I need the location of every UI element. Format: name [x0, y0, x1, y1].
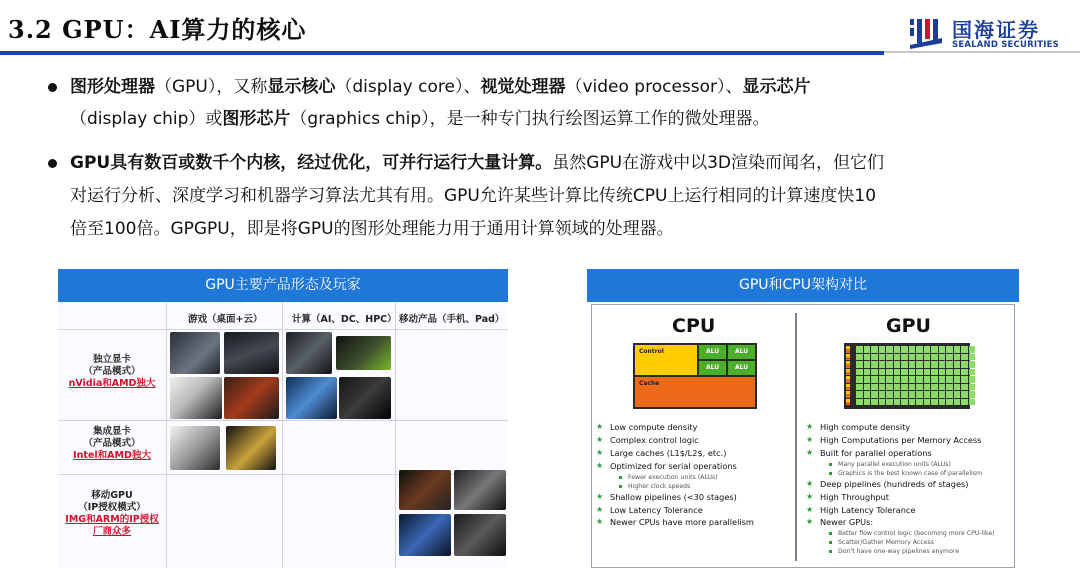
product-image-amd-chip: [226, 426, 276, 470]
column-header-mobile: 移动产品（手机、Pad）: [399, 314, 505, 325]
star-bullet-icon: ★: [596, 434, 604, 444]
gpu-alu-cell: [969, 391, 976, 398]
gpu-alu-cell: [864, 391, 871, 398]
term-video-processor: 视觉处理器: [480, 77, 566, 97]
gpu-alu-cell: [886, 369, 893, 376]
gpu-alu-cell: [961, 354, 968, 361]
product-image-ai-chip: [286, 377, 337, 419]
feature-subtext: Higher clock speeds: [628, 482, 691, 490]
gpu-alu-cell: [864, 376, 871, 383]
table-divider: [166, 302, 167, 568]
gpu-alu-cell: [856, 354, 863, 361]
star-bullet-icon: ★: [806, 434, 814, 444]
gpu-alu-cell: [879, 399, 886, 406]
cpu-alu-label: ALU: [735, 364, 749, 371]
feature-subitem: [804, 538, 995, 547]
feature-subtext: Graphics is the best known case of parallelism: [838, 469, 983, 477]
gpu-cpu-comparison: [591, 304, 1015, 568]
row-label-players: IMG和ARM的IP授权: [65, 514, 159, 525]
cpu-control-block: [635, 345, 697, 375]
gpu-alu-cell: [871, 361, 878, 368]
gpu-alu-cell: [886, 376, 893, 383]
gpu-alu-cell: [894, 384, 901, 391]
gpu-alu-cell: [954, 384, 961, 391]
gpu-alu-cell: [969, 399, 976, 406]
gpu-alu-cell: [939, 369, 946, 376]
gpu-alu-cell: [931, 361, 938, 368]
gpu-alu-cell: [924, 399, 931, 406]
square-bullet-icon: [829, 541, 832, 544]
feature-text: High Latency Tolerance: [820, 504, 916, 515]
gpu-alu-cell: [969, 384, 976, 391]
product-image-graphics-card: [224, 377, 279, 419]
sealand-logo-icon: [908, 16, 946, 50]
gpu-alu-cell: [931, 369, 938, 376]
gpu-alu-cell: [879, 376, 886, 383]
cpu-alu-block: [699, 345, 726, 359]
gpu-alu-cell: [969, 354, 976, 361]
gpu-alu-cell: [909, 391, 916, 398]
feature-text: Optimized for serial operations: [610, 460, 737, 471]
cpu-alu-label: ALU: [706, 348, 720, 355]
gpu-alu-cell: [879, 391, 886, 398]
table-divider: [282, 302, 283, 568]
gpu-alu-cell: [916, 399, 923, 406]
feature-subtext: Many parallel execution units (ALUs): [838, 460, 951, 468]
feature-text: Shallow pipelines (<30 stages): [610, 491, 737, 502]
gpu-alu-cell: [856, 384, 863, 391]
gpu-alu-cell: [901, 346, 908, 353]
gpu-alu-cell: [969, 346, 976, 353]
cpu-cache-label: Cache: [639, 380, 660, 387]
gpu-alu-cell: [961, 346, 968, 353]
gpu-cache-cell: [846, 379, 850, 382]
square-bullet-icon: [829, 532, 832, 535]
gpu-alu-cell: [931, 391, 938, 398]
row-label-players-2: 厂商众多: [92, 526, 131, 537]
bullet-dot: [48, 83, 57, 92]
gpu-alu-cell: [886, 346, 893, 353]
feature-subitem: [804, 460, 995, 469]
term-display-chip: 显示芯片: [742, 77, 811, 97]
gpu-alu-cell: [924, 391, 931, 398]
gpu-alu-cell: [864, 361, 871, 368]
panel-title-gpu-products: GPU主要产品形态及玩家: [58, 269, 508, 302]
bullet-gpu-parallel: [48, 147, 1048, 245]
gpu-alu-cell: [931, 384, 938, 391]
gpu-alu-cell: [871, 376, 878, 383]
gpu-alu-cell: [946, 361, 953, 368]
gpu-alu-cell: [871, 391, 878, 398]
gpu-alu-cell: [939, 399, 946, 406]
product-image-gpu-chip: [170, 332, 220, 374]
header-rule: [0, 51, 884, 55]
gpu-alu-cell: [879, 354, 886, 361]
feature-text: Built for parallel operations: [820, 447, 932, 458]
gpu-alu-cell: [946, 376, 953, 383]
product-image-mobile-soc: [399, 470, 451, 510]
gpu-alu-cell: [864, 354, 871, 361]
row-label-mode: （产品模式）: [83, 438, 141, 449]
row-label-mode: （IP授权模式）: [78, 502, 146, 513]
term-graphics-processor: 图形处理器: [70, 77, 155, 97]
gpu-alu-cell: [871, 346, 878, 353]
square-bullet-icon: [829, 550, 832, 553]
gpu-alu-cell: [924, 361, 931, 368]
product-image-mobile-soc: [399, 514, 451, 556]
product-image-mobile-soc: [454, 470, 506, 510]
feature-subitem: [594, 473, 754, 482]
feature-subtext: Scatter/Gather Memory Access: [838, 539, 934, 547]
gpu-cache-cell: [846, 402, 850, 405]
gpu-alu-cell: [916, 354, 923, 361]
text-segment: （display chip）或: [70, 109, 223, 129]
gpu-alu-cell: [961, 399, 968, 406]
text-segment: （graphics chip），是一种专门执行绘图运算工作的微处理器。: [290, 109, 770, 129]
gpu-alu-cell: [946, 354, 953, 361]
gpu-alu-cell: [856, 391, 863, 398]
feature-text: High Throughput: [820, 491, 889, 502]
gpu-alu-cell: [909, 399, 916, 406]
cpu-heading: CPU: [672, 315, 716, 337]
bullet2-line3: 倍至100倍。GPGPU，即是将GPU的图形处理能力用于通用计算领域的处理器。: [70, 219, 674, 239]
gpu-feature-list: [804, 421, 995, 556]
gpu-alu-cell: [924, 376, 931, 383]
bullet1-line2: [70, 103, 770, 135]
row-label-title: 集成显卡: [92, 426, 131, 437]
term-display-core: 显示核心: [267, 77, 336, 97]
gpu-alu-cell: [864, 399, 871, 406]
gpu-alu-cell: [856, 369, 863, 376]
cpu-architecture-diagram: [633, 343, 757, 409]
gpu-alu-cell: [939, 346, 946, 353]
bullet2-line1: [70, 147, 884, 179]
product-image-accelerator-card: [339, 377, 391, 419]
gpu-alu-cell: [961, 391, 968, 398]
logo-text-en: SEALAND SECURITIES: [952, 40, 1059, 50]
feature-item: [804, 478, 995, 491]
gpu-alu-cell: [901, 391, 908, 398]
gpu-cache-cell: [846, 394, 850, 397]
gpu-alu-cell: [894, 391, 901, 398]
feature-text: Deep pipelines (hundreds of stages): [820, 478, 969, 489]
gpu-alu-cell: [954, 354, 961, 361]
gpu-cache-cell: [846, 349, 850, 352]
term-graphics-chip: 图形芯片: [222, 109, 291, 129]
gpu-alu-cell: [961, 369, 968, 376]
gpu-alu-cell: [954, 361, 961, 368]
text-segment: （display core）、: [335, 77, 481, 97]
gpu-alu-cell: [886, 354, 893, 361]
bullet1-line1: [70, 71, 811, 103]
feature-item: [804, 421, 995, 434]
gpu-alu-cell: [886, 399, 893, 406]
feature-text: Low compute density: [610, 422, 698, 432]
table-divider: [58, 420, 508, 421]
gpu-alu-cell: [924, 346, 931, 353]
gpu-alu-cell: [894, 376, 901, 383]
star-bullet-icon: ★: [806, 478, 814, 488]
gpu-alu-cell: [939, 391, 946, 398]
cpu-alu-label: ALU: [706, 364, 720, 371]
bullet2-line2: 对运行分析、深度学习和机器学习算法尤其有用。GPU允许某些计算比传统CPU上运行相同的计算速度快10: [70, 186, 877, 206]
feature-item: [804, 516, 995, 529]
cpu-alu-block: [699, 361, 726, 375]
gpu-alu-cell: [909, 376, 916, 383]
gpu-alu-cell: [856, 361, 863, 368]
star-bullet-icon: ★: [806, 504, 814, 514]
gpu-alu-cell: [954, 369, 961, 376]
gpu-alu-cell: [939, 361, 946, 368]
column-header-gaming: 游戏（桌面+云）: [188, 314, 263, 325]
bullet-gpu-definition: [48, 71, 1048, 137]
table-divider: [395, 302, 396, 568]
feature-item: [804, 491, 995, 504]
gpu-alu-cell: [961, 384, 968, 391]
gpu-alu-cell: [946, 399, 953, 406]
row-label-players: Intel和AMD独大: [73, 450, 151, 461]
gpu-cache-cell: [846, 387, 850, 390]
gpu-alu-cell: [894, 346, 901, 353]
gpu-alu-cell: [931, 376, 938, 383]
row-label-discrete: [58, 354, 166, 390]
gpu-alu-cell: [871, 354, 878, 361]
gpu-alu-cell: [909, 346, 916, 353]
feature-text: Newer GPUs:: [820, 517, 874, 528]
bullet2-bold-lead: GPU具有数百或数千个内核，经过优化，可并行运行大量计算。: [70, 153, 553, 173]
gpu-alu-cell: [969, 376, 976, 383]
gpu-alu-cell: [871, 384, 878, 391]
gpu-alu-cell: [961, 361, 968, 368]
gpu-alu-cell: [924, 354, 931, 361]
gpu-alu-cell: [916, 376, 923, 383]
product-image-gpu-box: [170, 377, 222, 419]
gpu-alu-cell: [894, 399, 901, 406]
gpu-alu-cell: [916, 361, 923, 368]
text-segment: （video processor）、: [565, 77, 743, 97]
gpu-alu-cell: [954, 391, 961, 398]
feature-subtext: Better flow control logic (becoming more CPU-like): [838, 530, 995, 538]
gpu-alu-cell: [894, 361, 901, 368]
gpu-alu-cell: [901, 384, 908, 391]
feature-item: [594, 516, 754, 529]
cpu-feature-list: [594, 421, 754, 529]
gpu-alu-cell: [954, 376, 961, 383]
feature-text: Large caches (L1$/L2$, etc.): [610, 447, 727, 458]
feature-item: [594, 504, 754, 517]
star-bullet-icon: ★: [806, 447, 814, 457]
gpu-alu-cell: [916, 391, 923, 398]
gpu-alu-cell: [871, 399, 878, 406]
gpu-alu-cell: [909, 354, 916, 361]
gpu-alu-cell: [909, 361, 916, 368]
row-label-mode: （产品模式）: [83, 366, 141, 377]
feature-item: [804, 504, 995, 517]
feature-text: Low Latency Tolerance: [610, 504, 703, 515]
gpu-alu-cell: [961, 376, 968, 383]
gpu-alu-cell: [946, 391, 953, 398]
gpu-alu-cell: [894, 354, 901, 361]
feature-subitem: [804, 469, 995, 478]
feature-item: [594, 421, 754, 434]
gpu-alu-cell: [939, 354, 946, 361]
gpu-alu-cell: [916, 384, 923, 391]
star-bullet-icon: ★: [806, 491, 814, 501]
feature-item: [804, 447, 995, 460]
gpu-alu-cell: [886, 391, 893, 398]
gpu-alu-cell: [909, 369, 916, 376]
cpu-alu-block: [728, 361, 755, 375]
gpu-cache-cell: [846, 357, 850, 360]
cpu-alu-block: [728, 345, 755, 359]
star-bullet-icon: ★: [596, 491, 604, 501]
column-header-compute: 计算（AI、DC、HPC）: [292, 314, 397, 325]
gpu-alu-cell: [939, 384, 946, 391]
star-bullet-icon: ★: [596, 460, 604, 470]
gpu-alu-cell: [939, 376, 946, 383]
feature-text: High Computations per Memory Access: [820, 434, 982, 445]
product-image-mobile-soc: [454, 514, 506, 556]
gpu-cache-cell: [846, 372, 850, 375]
gpu-alu-cell: [916, 369, 923, 376]
square-bullet-icon: [619, 476, 622, 479]
row-label-title: 独立显卡: [92, 354, 131, 365]
feature-text: Complex control logic: [610, 434, 699, 445]
star-bullet-icon: ★: [596, 517, 604, 527]
gpu-architecture-diagram: [844, 343, 970, 409]
text-segment: 虽然GPU在游戏中以3D渲染而闻名，但它们: [552, 153, 884, 173]
feature-item: [594, 491, 754, 504]
feature-subtext: Don't have one-way pipelines anymore: [838, 548, 960, 556]
gpu-alu-cell: [909, 384, 916, 391]
gpu-alu-cell: [886, 384, 893, 391]
gpu-alu-cell: [879, 361, 886, 368]
company-logo: [908, 14, 1078, 54]
star-bullet-icon: ★: [596, 422, 604, 431]
gpu-alu-cell: [969, 369, 976, 376]
gpu-alu-cell: [924, 369, 931, 376]
gpu-heading: GPU: [886, 315, 931, 337]
feature-item: [594, 434, 754, 447]
gpu-alu-cell: [901, 376, 908, 383]
gpu-alu-cell: [856, 376, 863, 383]
gpu-alu-cell: [901, 361, 908, 368]
star-bullet-icon: ★: [806, 517, 814, 527]
gpu-alu-cell: [879, 369, 886, 376]
gpu-alu-cell: [856, 346, 863, 353]
row-label-title: 移动GPU: [91, 490, 133, 501]
bullet-dot: [48, 159, 57, 168]
square-bullet-icon: [829, 472, 832, 475]
logo-text-cn: 国海证券: [952, 18, 1040, 42]
feature-subitem: [594, 482, 754, 491]
feature-text: High compute density: [820, 422, 911, 432]
product-image-datacenter-gpu: [286, 332, 332, 374]
product-image-graphics-card: [224, 332, 279, 374]
star-bullet-icon: ★: [596, 447, 604, 457]
page-title: 3.2 GPU：AI算力的核心: [8, 15, 307, 44]
gpu-alu-cell: [864, 346, 871, 353]
product-image-intel-chip: [170, 426, 220, 470]
gpu-alu-cell: [864, 369, 871, 376]
gpu-alu-cell: [931, 399, 938, 406]
text-segment: （GPU），又称: [155, 77, 268, 97]
product-image-accelerator-card: [336, 336, 391, 370]
feature-item: [594, 447, 754, 460]
gpu-products-table: [58, 302, 508, 568]
gpu-alu-cell: [931, 346, 938, 353]
gpu-alu-cell: [886, 361, 893, 368]
gpu-alu-cell: [931, 354, 938, 361]
comparison-divider: [795, 313, 797, 561]
panel-title-gpu-cpu-compare: GPU和CPU架构对比: [587, 269, 1019, 302]
feature-item: [804, 434, 995, 447]
gpu-alu-cell: [954, 399, 961, 406]
feature-text: Newer CPUs have more parallelism: [610, 517, 754, 528]
gpu-alu-cell: [924, 384, 931, 391]
cpu-control-label: Control: [639, 348, 664, 355]
cpu-cache-block: [635, 377, 755, 407]
gpu-alu-cell: [879, 384, 886, 391]
feature-subitem: [804, 529, 995, 538]
feature-item: [594, 460, 754, 473]
gpu-alu-cell: [879, 346, 886, 353]
row-label-mobile: [58, 490, 166, 538]
gpu-alu-cell: [901, 354, 908, 361]
square-bullet-icon: [829, 463, 832, 466]
gpu-alu-cell: [946, 369, 953, 376]
gpu-alu-cell: [901, 399, 908, 406]
gpu-alu-cell: [954, 346, 961, 353]
feature-subtext: Fewer execution units (ALUs): [628, 473, 718, 481]
cpu-alu-label: ALU: [735, 348, 749, 355]
square-bullet-icon: [619, 485, 622, 488]
gpu-alu-cell: [856, 399, 863, 406]
gpu-alu-cell: [969, 361, 976, 368]
gpu-alu-cell: [894, 369, 901, 376]
gpu-alu-cell: [871, 369, 878, 376]
gpu-cache-cell: [846, 364, 850, 367]
gpu-alu-cell: [916, 346, 923, 353]
row-label-players: nVidia和AMD独大: [68, 378, 156, 389]
star-bullet-icon: ★: [806, 422, 814, 431]
table-divider: [58, 329, 508, 330]
star-bullet-icon: ★: [596, 504, 604, 514]
feature-subitem: [804, 547, 995, 556]
gpu-alu-cell: [946, 346, 953, 353]
gpu-alu-cell: [901, 369, 908, 376]
row-label-integrated: [58, 426, 166, 462]
gpu-alu-cell: [864, 384, 871, 391]
gpu-alu-cell: [946, 384, 953, 391]
